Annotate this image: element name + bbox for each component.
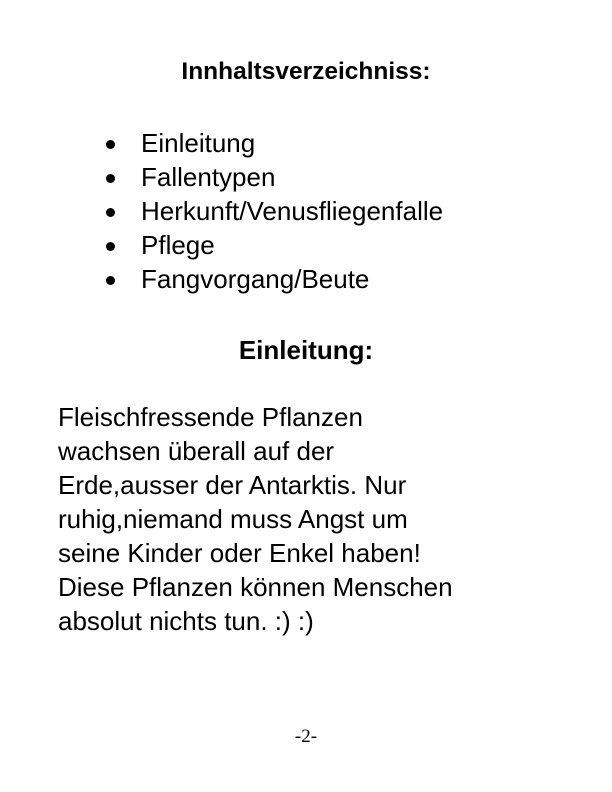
toc-item-label: Fangvorgang/Beute [141, 264, 370, 294]
toc-item-label: Herkunft/Venusfliegenfalle [141, 196, 444, 226]
body-line: absolut nichts tun. :) :) [58, 606, 314, 636]
body-line: wachsen überall auf der [58, 436, 335, 466]
body-line: ruhig,niemand muss Angst um [58, 504, 408, 534]
toc-item-label: Pflege [141, 230, 215, 260]
body-line: Diese Pflanzen können Menschen [58, 572, 453, 602]
bullet-icon [106, 208, 115, 217]
toc-heading: Innhaltsverzeichniss: [181, 58, 431, 85]
bullet-icon [106, 242, 115, 251]
body-line: seine Kinder oder Enkel haben! [58, 538, 421, 568]
body-line: Fleischfressende Pflanzen [58, 402, 363, 432]
toc-item-label: Einleitung [141, 128, 256, 158]
body-paragraph [58, 400, 578, 638]
bullet-icon [106, 276, 115, 285]
bullet-icon [106, 174, 115, 183]
bullet-icon [106, 140, 115, 149]
toc-item-label: Fallentypen [141, 162, 276, 192]
section-heading: Einleitung: [238, 335, 374, 365]
page-number: -2- [294, 726, 318, 747]
body-line: Erde,ausser der Antarktis. Nur [58, 470, 407, 500]
